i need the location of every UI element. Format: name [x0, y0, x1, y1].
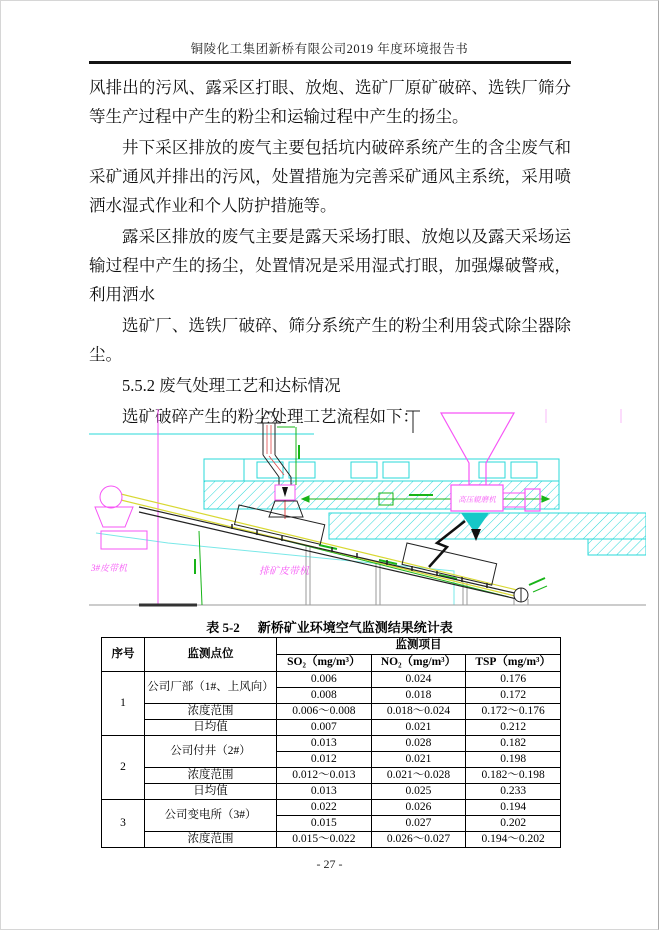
table-cell: 0.233 — [466, 784, 561, 800]
table-row — [102, 832, 561, 848]
row-label-range: 浓度范围 — [145, 768, 277, 784]
table-cell: 0.025 — [371, 784, 466, 800]
col-header-so2: SO₂（mg/m³） — [277, 655, 372, 672]
col-header-no2: NO₂（mg/m³） — [371, 655, 466, 672]
table-cell: 0.018～0.024 — [371, 704, 466, 720]
body-text-block — [89, 73, 571, 433]
table-row — [102, 800, 561, 816]
table-row — [102, 768, 561, 784]
table-cell: 0.006 — [277, 672, 372, 688]
table-cell: 0.172 — [466, 688, 561, 704]
table-cell: 0.006～0.008 — [277, 704, 372, 720]
seq-cell: 2 — [102, 736, 145, 800]
table-cell: 0.176 — [466, 672, 561, 688]
col-header-items-group: 监测项目 — [277, 638, 561, 655]
table-cell: 0.026 — [371, 800, 466, 816]
table-caption — [1, 617, 658, 636]
table-cell: 0.182 — [466, 736, 561, 752]
table-row — [102, 704, 561, 720]
row-label-daily-avg: 日均值 — [145, 784, 277, 800]
row-label-daily-avg: 日均值 — [145, 720, 277, 736]
table-cell: 0.021 — [371, 752, 466, 768]
table-cell: 0.012～0.013 — [277, 768, 372, 784]
table-cell: 0.194～0.202 — [466, 832, 561, 848]
paragraph-openpit-exhaust: 露采区排放的废气主要是露天采场打眼、放炮以及露天采场运输过程中产生的扬尘，处置情况是采用湿式打眼，加强爆破警戒，利用洒水 — [89, 227, 571, 304]
table-cell: 0.028 — [371, 736, 466, 752]
point-cell: 公司变电所（3#） — [145, 800, 277, 832]
table-cell: 0.013 — [277, 784, 372, 800]
cad-drawing — [89, 409, 646, 613]
page-header-title: 铜陵化工集团新桥有限公司2019 年度环境报告书 — [190, 42, 469, 56]
table-cell: 0.022 — [277, 800, 372, 816]
table-cell: 0.015～0.022 — [277, 832, 372, 848]
table-row — [102, 736, 561, 752]
seq-cell: 3 — [102, 800, 145, 848]
table-cell: 0.018 — [371, 688, 466, 704]
table-cell: 0.202 — [466, 816, 561, 832]
feeder-equipment — [95, 486, 147, 549]
table-cell: 0.182～0.198 — [466, 768, 561, 784]
row-label-range: 浓度范围 — [145, 704, 277, 720]
table-caption-number: 表 5-2 — [206, 620, 240, 635]
table-cell: 0.008 — [277, 688, 372, 704]
table-row — [102, 720, 561, 736]
col-header-point: 监测点位 — [145, 638, 277, 672]
table-cell: 0.198 — [466, 752, 561, 768]
table-cell: 0.212 — [466, 720, 561, 736]
table-row — [102, 784, 561, 800]
point-cell: 公司厂部（1#、上风向） — [145, 672, 277, 704]
header-divider — [89, 61, 571, 64]
page-number: - 27 - — [316, 857, 343, 871]
seq-cell: 1 — [102, 672, 145, 736]
process-flow-cad-diagram — [89, 409, 646, 613]
ground-and-columns — [89, 546, 646, 605]
table-row — [102, 672, 561, 688]
table-cell: 0.026～0.027 — [371, 832, 466, 848]
table-cell: 0.007 — [277, 720, 372, 736]
paragraph-dust-sources: 风排出的污风、露采区打眼、放炮、选矿厂原矿破碎、选铁厂筛分等生产过程中产生的粉尘和运输过程中产生的扬尘。 — [89, 78, 571, 126]
paragraph-bag-filter: 选矿厂、选铁厂破碎、筛分系统产生的粉尘利用袋式除尘器除尘。 — [89, 316, 571, 364]
table-cell: 0.172～0.176 — [466, 704, 561, 720]
table-cell: 0.021 — [371, 720, 466, 736]
col-header-seq: 序号 — [102, 638, 145, 672]
point-cell: 公司付井（2#） — [145, 736, 277, 768]
table-cell: 0.021～0.028 — [371, 768, 466, 784]
table-cell: 0.015 — [277, 816, 372, 832]
paragraph-underground-exhaust: 井下采区排放的废气主要包括坑内破碎系统产生的含尘废气和采矿通风并排出的污风，处置措施为完善采矿通风主系统，采用喷洒水湿式作业和个人防护措施等。 — [89, 138, 571, 215]
table-cell: 0.012 — [277, 752, 372, 768]
table-caption-title: 新桥矿业环境空气监测结果统计表 — [257, 620, 453, 635]
table-cell: 0.024 — [371, 672, 466, 688]
row-label-range: 浓度范围 — [145, 832, 277, 848]
ore-discharge-belt-label: 排矿皮带机 — [259, 566, 309, 577]
air-monitoring-table — [101, 637, 561, 848]
section-heading-5-5-2: 5.5.2 废气处理工艺和达标情况 — [122, 376, 341, 395]
col-header-tsp: TSP（mg/m³） — [466, 655, 561, 672]
paragraph-process-flow-intro: 选矿破碎产生的粉尘处理工艺流程如下： — [122, 407, 419, 426]
mill-label: 高压辊磨机 — [458, 495, 496, 504]
belt3-label: 3#皮带机 — [91, 563, 128, 573]
table-cell: 0.027 — [371, 816, 466, 832]
table-cell: 0.013 — [277, 736, 372, 752]
table-cell: 0.194 — [466, 800, 561, 816]
